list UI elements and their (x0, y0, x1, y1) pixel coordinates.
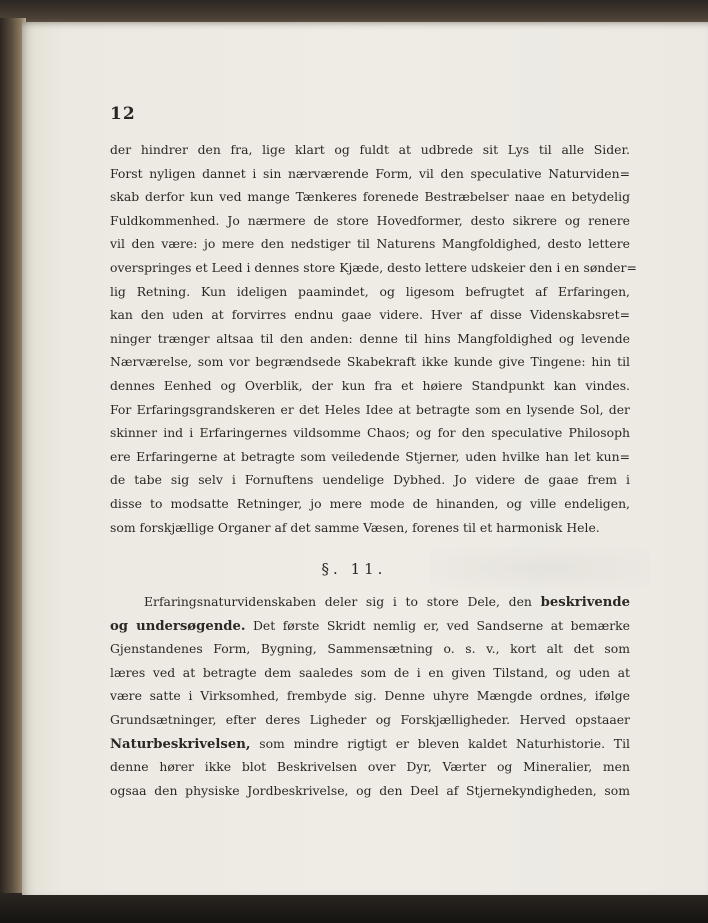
text-line: ogsaa den physiske Jordbeskrivelse, og den Deel af Stjernekyndigheden, som (110, 782, 630, 798)
text-span: Erfaringsnaturvidenskaben deler sig i to store Dele, den (144, 594, 532, 609)
text-line: som forskjællige Organer af det samme Væsen, forenes til et harmonisk Hele. (110, 519, 600, 535)
text-line (110, 614, 630, 638)
text-line (110, 590, 630, 614)
text-span: Det første Skridt nemlig er, ved Sandserne at bemærke (245, 617, 631, 633)
paragraph-2 (110, 590, 630, 802)
section-heading: §. 11. (321, 560, 387, 578)
text-line: skinner ind i Erfaringernes vildsomme Chaos; og for den speculative Philosoph (110, 425, 630, 441)
text-line: dennes Eenhed og Overblik, der kun fra et høiere Standpunkt kan vindes. (110, 377, 630, 393)
text-line: Nærværelse, som vor begrændsede Skabekraft ikke kunde give Tingene: hin til (110, 354, 630, 370)
emphasis-text: Naturbeskrivelsen, (110, 736, 251, 752)
text-line: overspringes et Leed i dennes store Kjæde, desto lettere udskeier den i en sønder= (110, 259, 637, 275)
text-line: være satte i Virksomhed, frembyde sig. Denne uhyre Mængde ordnes, ifølge (110, 688, 630, 704)
emphasis-text: beskrivende (540, 595, 630, 610)
text-line: denne hører ikke blot Beskrivelsen over Dyr, Værter og Mineralier, men (110, 759, 630, 775)
text-line: ninger trænger altsaa til den anden: denne til hins Mangfoldighed og levende (110, 330, 630, 346)
paragraph-1 (110, 138, 637, 539)
text-line: kan den uden at forvirres endnu gaae videre. Hver af disse Videnskabsret= (110, 307, 630, 323)
text-line: Fuldkommenhed. Jo nærmere de store Hovedformer, desto sikrere og renere (110, 212, 630, 228)
book-edge-bottom (0, 893, 708, 923)
text-line: For Erfaringsgrandskeren er det Heles Idee at betragte som en lysende Sol, der (110, 401, 630, 417)
text-span: som mindre rigtigt er bleven kaldet Naturhistorie. Til (250, 735, 630, 751)
text-line: der hindrer den fra, lige klart og fuldt at udbrede sit Lys til alle Sider. (110, 142, 630, 157)
text-line: lig Retning. Kun ideligen paamindet, og ligesom befrugtet af Erfaringen, (110, 283, 630, 299)
text-line: de tabe sig selv i Fornuftens uendelige Dybhed. Jo videre de gaae frem i (110, 472, 630, 488)
text-line: læres ved at betragte dem saaledes som de i en given Tilstand, og uden at (110, 664, 630, 680)
emphasis-text: og undersøgende. (110, 618, 246, 634)
text-line: vil den være: jo mere den nedstiger til Naturens Mangfoldighed, desto lettere (110, 236, 630, 252)
text-line: Gjenstandenes Form, Bygning, Sammensætning o. s. v., kort alt det som (110, 641, 630, 657)
text-line (110, 732, 630, 756)
text-line: skab derfor kun ved mange Tænkeres forenede Bestræbelser naae en betydelig (110, 189, 630, 205)
text-line: ere Erfaringerne at betragte som veiledende Stjerner, uden hvilke han let kun= (110, 448, 630, 464)
page-number: 12 (110, 104, 136, 124)
text-line: Grundsætninger, efter deres Ligheder og Forskjælligheder. Herved opstaaer (110, 711, 630, 727)
text-line: disse to modsatte Retninger, jo mere mode de hinanden, og ville endeligen, (110, 495, 630, 511)
text-line: Forst nyligen dannet i sin nærværende Form, vil den speculative Naturviden= (110, 165, 630, 181)
